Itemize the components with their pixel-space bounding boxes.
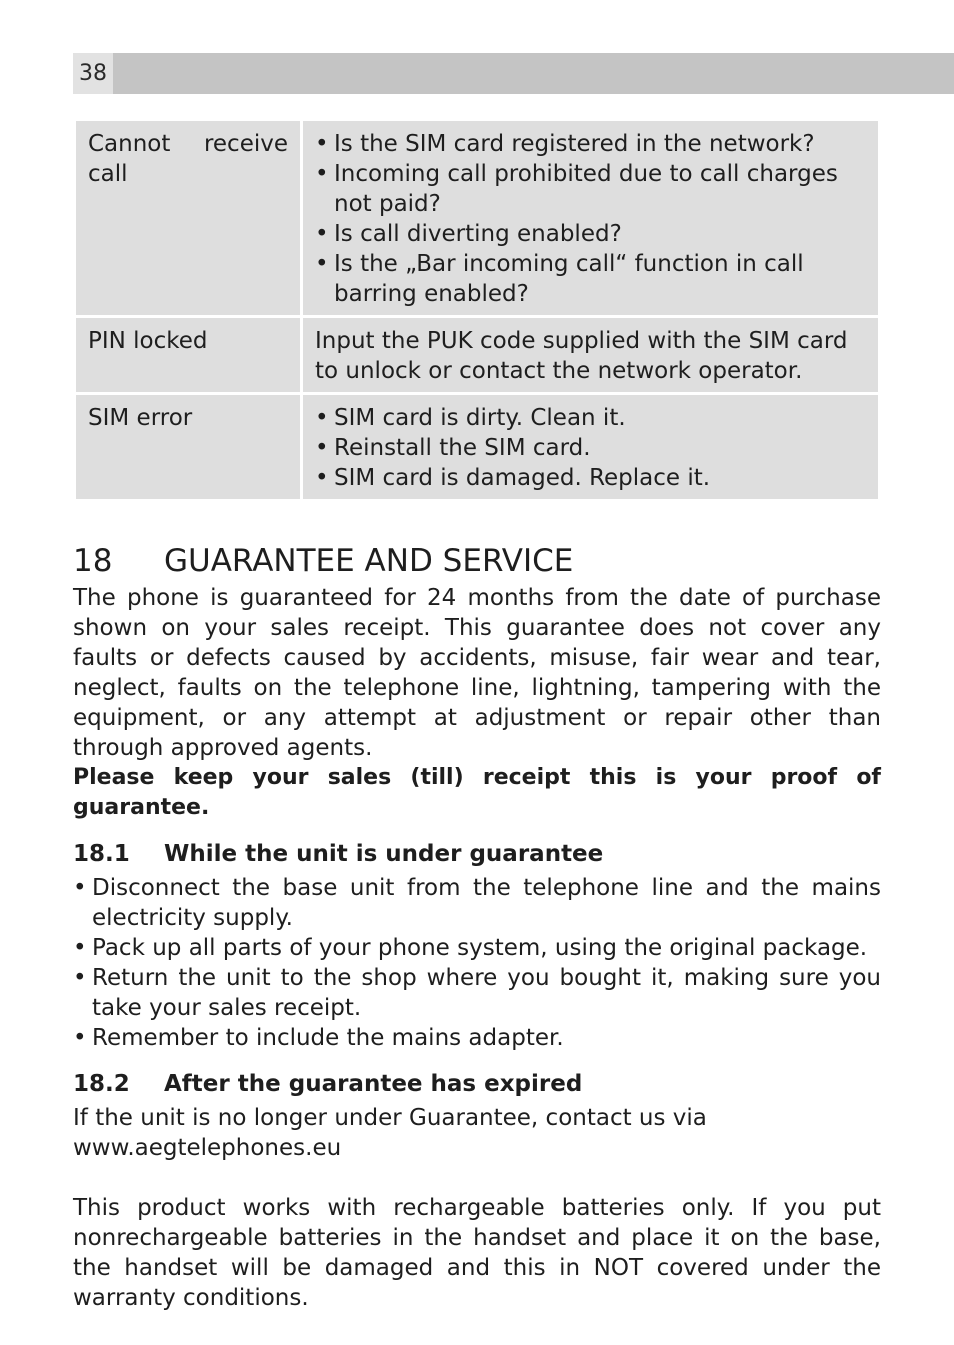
subsection-number: 18.1 (73, 841, 130, 867)
table-row (76, 318, 878, 392)
solution-list (315, 129, 866, 309)
guarantee-steps-list (73, 873, 881, 1053)
guarantee-section (73, 541, 881, 1313)
subsection-title: After the guarantee has expired (164, 1071, 583, 1097)
list-item: • Reinstall the SIM card. (315, 433, 866, 463)
section-heading (73, 541, 881, 581)
solution-cell: Input the PUK code supplied with the SIM card to unlock or contact the network operator. (303, 318, 878, 392)
list-item: • Incoming call prohibited due to call charges not paid? (315, 159, 866, 219)
problem-cell: PIN locked (76, 318, 300, 392)
contact-text: If the unit is no longer under Guarantee, contact us via (73, 1105, 707, 1131)
list-item: • Is call diverting enabled? (315, 219, 866, 249)
table-row (76, 395, 878, 499)
list-item: • Is the „Bar incoming call“ function in call barring enabled? (315, 249, 866, 309)
troubleshooting-table (73, 118, 881, 502)
solution-list (315, 403, 866, 493)
list-item: • Remember to include the mains adapter. (73, 1023, 881, 1053)
solution-cell (303, 121, 878, 315)
list-item: • SIM card is dirty. Clean it. (315, 403, 866, 433)
battery-note: This product works with rechargeable batteries only. If you put nonrechargeable batteries in the handset and place it on the base, the handset will be damaged and this in NOT covered under the warranty conditions. (73, 1195, 881, 1311)
guarantee-intro: The phone is guaranteed for 24 months from the date of purchase shown on your sales receipt. This guarantee does not cover any faults or defects caused by accidents, misuse, fair wear and tear, neglect, faults on the telephone line, lightning, tampering with the equipment, or any attempt at adjustment or repair other than through approved agents. (73, 585, 881, 761)
section-title: GUARANTEE AND SERVICE (164, 543, 574, 579)
table-row (76, 121, 878, 315)
section-number: 18 (73, 543, 113, 579)
receipt-note: Please keep your sales (till) receipt this is your proof of guarantee. (73, 765, 881, 820)
solution-cell (303, 395, 878, 499)
subsection-heading (73, 839, 881, 869)
problem-cell: SIM error (76, 395, 300, 499)
list-item: • Disconnect the base unit from the telephone line and the mains electricity supply. (73, 873, 881, 933)
list-item: • SIM card is damaged. Replace it. (315, 463, 866, 493)
subsection-title: While the unit is under guarantee (164, 841, 604, 867)
page-header-bar (73, 53, 954, 94)
subsection-heading (73, 1069, 881, 1099)
list-item: • Is the SIM card registered in the network? (315, 129, 866, 159)
spacer (73, 1163, 881, 1193)
website-text: www.aegtelephones.eu (73, 1135, 342, 1161)
problem-cell: Cannot receive call (76, 121, 300, 315)
subsection-number: 18.2 (73, 1071, 130, 1097)
list-item: • Return the unit to the shop where you bought it, making sure you take your sales receipt. (73, 963, 881, 1023)
list-item: • Pack up all parts of your phone system, using the original package. (73, 933, 881, 963)
page-number: 38 (73, 53, 113, 94)
